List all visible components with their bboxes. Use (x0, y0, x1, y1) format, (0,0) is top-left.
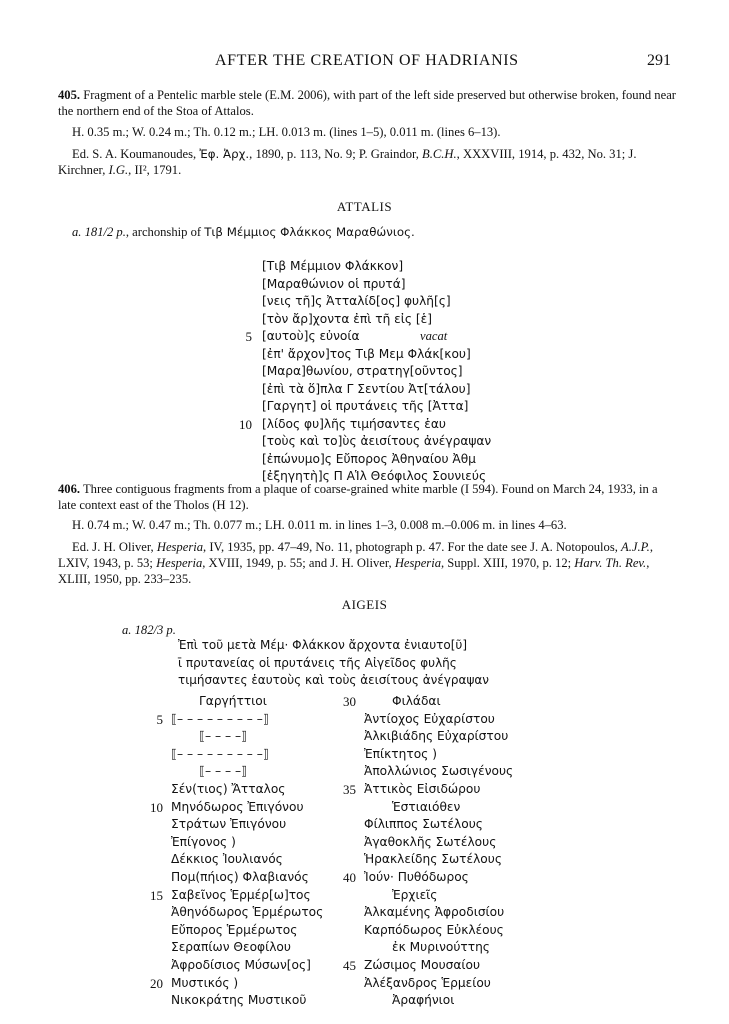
line-number: 15 (150, 887, 163, 903)
line-text: ἐκ Μυρινούττης (392, 940, 490, 955)
line-number: 5 (156, 711, 163, 727)
line-number: 20 (150, 975, 163, 991)
line-text: Εὔπορος Ἑρμέρωτος (171, 922, 298, 937)
line-text: Ἀττικὸς Εἰσιδώρου (364, 781, 481, 796)
line-text: [Μαρα]θωνίου, στρατηγ[οῦντος] (262, 364, 463, 378)
line-text: Ἀραφήνιοι (392, 993, 455, 1008)
line-text: [ἐπ' ἄρχον]τος Τιβ Μεμ Φλάκ[κου] (262, 346, 471, 361)
preamble-line: ῑ πρυτανείας οἱ πρυτάνεις τῆς Αἰγεῖδος φυλῆς (178, 655, 457, 670)
edition-text: , Suppl. XIII, 1970, p. 12; (441, 556, 575, 570)
line-number: 10 (150, 799, 163, 815)
date-text: , archonship of (125, 225, 205, 239)
edition-journal: Hesperia (156, 540, 204, 554)
edition-journal: B.C.H. (422, 147, 457, 161)
edition-journal: Harv. Th. Rev. (574, 556, 647, 570)
date-year: a. 181/2 p. (72, 225, 126, 239)
line-text: [τοὺς καὶ το]ὺς ἀεισίτους ἀνέγραψαν (262, 434, 492, 448)
line-text: Σεραπίων Θεοφίλου (171, 940, 291, 955)
line-text: Ἰούν· Πυθόδωρος (364, 869, 469, 884)
line-text: ⟦– – – – – – – – –⟧ (171, 746, 269, 761)
line-text: Στράτων Ἐπιγόνου (171, 817, 287, 832)
edition-text: , II², 1791. (128, 163, 182, 177)
line-number: 5 (245, 329, 252, 344)
edition-journal: I.G. (108, 163, 129, 177)
line-text: [ἐξηγητὴ]ς Π ΑἹλ Θεόφιλος Σουνιεύς (262, 469, 487, 483)
entry-406-editions (58, 539, 678, 587)
entry-406-desc-text: Three contiguous fragments from a plaque of coarse-grained white marble (I 594). Found on March 24, 1933, in a late context east of the Tholos (H 12). (58, 482, 658, 512)
line-text: Φίλιππος Σωτέλους (364, 817, 483, 832)
line-text: Σέν(τιος) Ἄτταλος (171, 781, 286, 796)
edition-journal: Hesperia (156, 556, 203, 570)
line-text: Ἀθηνόδωρος Ἑρμέρωτος (171, 905, 324, 920)
line-text: Φιλάδαι (392, 694, 441, 708)
line-text: Ἐπίκτητος ) (364, 746, 437, 761)
edition-text: , LXIV, 1943, p. 53; (58, 540, 653, 570)
entry-406-description (58, 481, 678, 513)
line-text: Μυστικός ) (171, 975, 239, 990)
line-text: [Τιβ Μέμμιον Φλάκκον] (262, 259, 404, 273)
line-number: 45 (343, 957, 356, 973)
line-text: Ἀπολλώνιος Σωσιγένους (364, 764, 514, 779)
edition-text: Ed. J. H. Oliver, (72, 540, 157, 554)
line-text: Νικοκράτης Μυστικοῦ (171, 993, 307, 1008)
line-text: [λίδος φυ]λῆς τιμήσαντες ἑαυ (262, 416, 446, 431)
line-text: Ἀφροδίσιος Μύσων[ος] (171, 957, 311, 972)
line-text: [νεις τῆ]ς Ἀτταλίδ[ος] φυλῆ[ς] (262, 294, 451, 308)
line-text: [αυτοὺ]ς εὐνοία (262, 329, 360, 343)
entry-406-number: 406. (58, 482, 81, 496)
line-number: 30 (343, 694, 356, 709)
edition-journal: Ἐφ. Ἀρχ. (199, 147, 250, 161)
line-number: 10 (239, 416, 252, 432)
preamble-line: Ἐπὶ τοῦ μετὰ Μέμ· Φλάκκον ἄρχοντα ἐνιαυτο[ῦ] (178, 638, 468, 652)
line-text: Ἡρακλείδης Σωτέλους (364, 852, 502, 867)
line-text: Σαβεῖνος Ἑρμέρ[ω]τος (171, 887, 311, 902)
line-text: [ἐπὶ τὰ ὅ]πλα Γ Σεντίου Ἀτ[τάλου] (262, 381, 471, 396)
preamble-line: τιμήσαντες ἑαυτοὺς καὶ τοὺς ἀεισίτους ἀνέγραψαν (178, 673, 489, 687)
line-text: Ἐπίγονος ) (171, 834, 236, 849)
line-text: Ἐρχιεῖς (392, 887, 438, 902)
entry-405-number: 405. (58, 88, 81, 102)
line-text: Δέκκιος Ἰουλιανός (171, 852, 283, 867)
line-text: Μηνόδωρος Ἐπιγόνου (171, 799, 304, 814)
line-text: Ἀλκαμένης Ἀφροδισίου (364, 905, 505, 920)
running-header: AFTER THE CREATION OF HADRIANIS (215, 52, 519, 69)
page-number: 291 (647, 52, 671, 69)
edition-journal: A.J.P. (621, 540, 650, 554)
line-text: ⟦– – – – – – – – –⟧ (171, 711, 269, 726)
line-text: Γαργήττιοι (199, 694, 267, 708)
vacat-note: vacat (420, 329, 448, 343)
line-text: [ἐπώνυμο]ς Εὔπορος Ἀθηναίου Ἀθμ (262, 451, 476, 466)
line-text: [τὸν ἄρ]χοντα ἐπὶ τῆ εἰς [ἑ] (262, 311, 433, 326)
line-text: Πομ(πήιος) Φλαβιανός (171, 869, 309, 884)
line-number: 35 (343, 781, 356, 797)
line-text: Ἀλέξανδρος Ἑρμείου (364, 975, 491, 990)
line-text: Ἀλκιβιάδης Εὐχαρίστου (364, 729, 509, 744)
phyle-heading-attalis: ATTALIS (336, 199, 393, 214)
line-text: Ἑστιαιόθεν (392, 799, 461, 814)
edition-text: , XXXVIII, 1914, p. 432, No. 31; J. Kirchner, (58, 147, 637, 177)
edition-text: Ed. S. A. Koumanoudes, (72, 147, 200, 161)
archon-name: Τιβ Μέμμιος Φλάκκος Μαραθώνιος. (204, 225, 415, 239)
entry-405-desc-text: Fragment of a Pentelic marble stele (E.M. 2006), with part of the left side preserved but otherwise broken, found near the northern end of the Stoa of Attalos. (58, 88, 676, 118)
edition-text: , XLIII, 1950, pp. 233–235. (58, 556, 650, 586)
phyle-heading-aigeis: AIGEIS (341, 597, 388, 612)
entry-405-editions (58, 146, 678, 178)
inscription-406-preamble (178, 637, 489, 690)
entry-406-date: a. 182/3 p. (122, 623, 176, 637)
entry-406-dimensions: H. 0.74 m.; W. 0.47 m.; Th. 0.077 m.; LH. 0.011 m. in lines 1–3, 0.008 m.–0.006 m. in lines 4–63. (72, 518, 567, 532)
line-text: ⟦– – – –⟧ (199, 729, 248, 744)
edition-journal: Hesperia (394, 556, 441, 570)
line-text: Ἀντίοχος Εὐχαρίστου (364, 711, 495, 726)
line-number: 40 (343, 869, 356, 885)
line-text: ⟦– – – –⟧ (199, 764, 248, 779)
line-text: Ζώσιμος Μουσαίου (364, 957, 481, 972)
entry-405-dimensions: H. 0.35 m.; W. 0.24 m.; Th. 0.12 m.; LH. 0.013 m. (lines 1–5), 0.011 m. (lines 6–13). (72, 125, 501, 139)
line-text: Καρπόδωρος Εὐκλέους (364, 922, 504, 937)
line-text: [Γαργητ] οἱ πρυτάνεις τῆς [Ἀττα] (262, 399, 469, 413)
entry-405-date (58, 224, 678, 240)
entry-405-description (58, 87, 678, 119)
edition-text: , XVIII, 1949, p. 55; and J. H. Oliver, (202, 556, 395, 570)
edition-text: , IV, 1935, pp. 47–49, No. 11, photograph p. 47. For the date see J. A. Notopoulos, (203, 540, 622, 554)
edition-text: , 1890, p. 113, No. 9; P. Graindor, (249, 147, 423, 161)
line-text: [Μαραθώνιον οἱ πρυτά] (262, 276, 406, 291)
line-text: Ἀγαθοκλῆς Σωτέλους (364, 834, 497, 849)
